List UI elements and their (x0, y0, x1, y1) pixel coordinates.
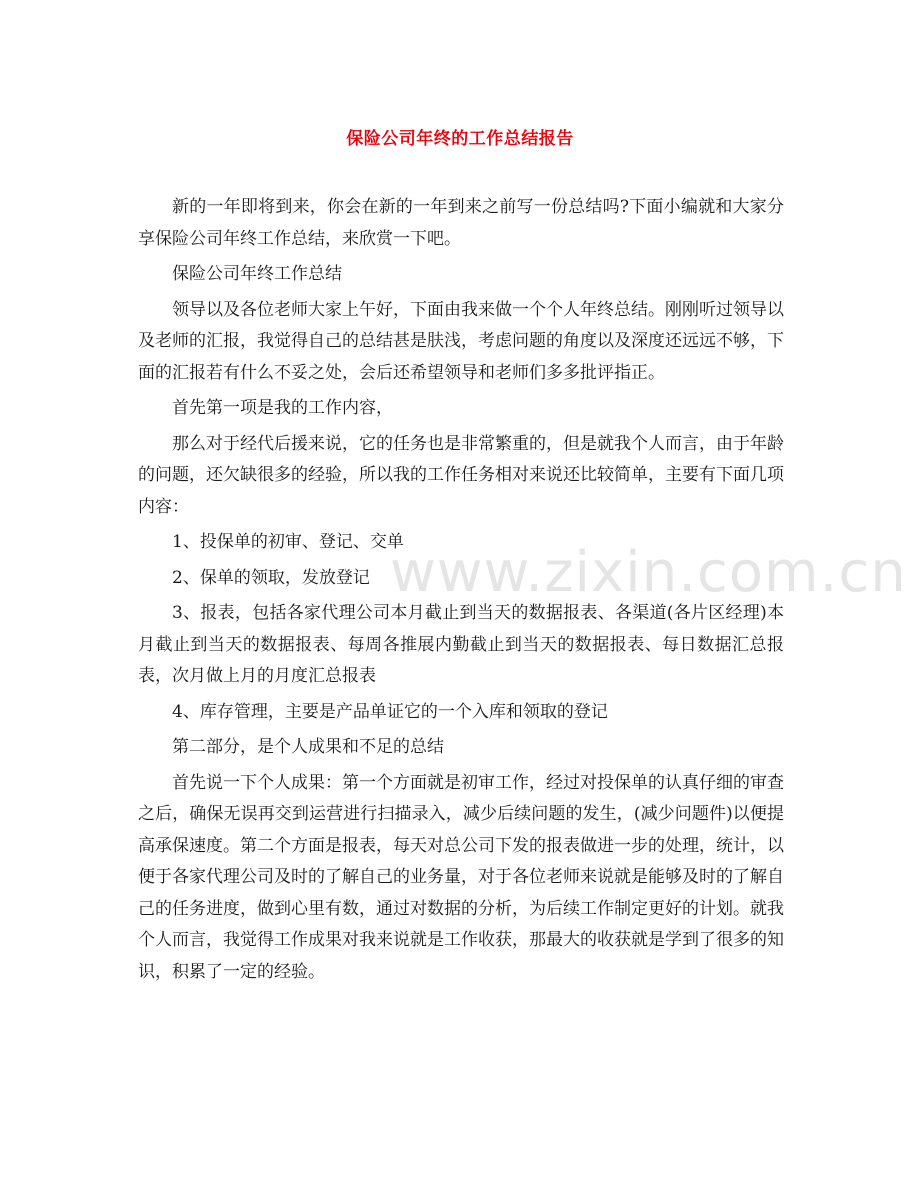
paragraph-work-content: 那么对于经代后援来说，它的任务也是非常繁重的，但是就我个人而言，由于年龄的问题，还欠缺很多的经验，所以我的工作任务相对来说还比较简单，主要有下面几项内容： (138, 433, 784, 517)
list-item-4: 4、库存管理，主要是产品单证它的一个入库和领取的登记 (172, 701, 608, 722)
document-title: 保险公司年终的工作总结报告 (346, 129, 574, 149)
paragraph-greeting: 领导以及各位老师大家上午好，下面由我来做一个个人年终总结。刚刚听过领导以及老师的汇报，我觉得自己的总结甚是肤浅，考虑问题的角度以及深度还远远不够，下面的汇报若有什么不妥之处，会后还希望领导和老师们多多批评指正。 (138, 299, 784, 383)
paragraph-achievements: 首先说一下个人成果：第一个方面就是初审工作，经过对投保单的认真仔细的审查之后，确保无误再交到运营进行扫描录入，减少后续问题的发生，(减少问题件)以便提高承保速度。第二个方面是报表，每天对总公司下发的报表做进一步的处理，统计，以便于各家代理公司及时的了解自己的业务量，对于各位老师来说就是能够及时的了解自己的任务进度，做到心里有数，通过对数据的分析，为后续工作制定更好的计划。就我个人而言，我觉得工作成果对我来说就是工作收获，那最大的收获就是学到了很多的知识，积累了一定的经验。 (138, 772, 784, 982)
paragraph-work-content-heading: 首先第一项是我的工作内容， (172, 398, 393, 418)
list-item-1: 1、投保单的初审、登记、交单 (172, 532, 404, 552)
watermark: www.zixin.com.cn (390, 540, 907, 605)
list-item-2: 2、保单的领取，发放登记 (172, 567, 370, 588)
list-item-3: 3、报表，包括各家代理公司本月截止到当天的数据报表、各渠道(各片区经理)本月截止到当天的数据报表、每周各推展内勤截止到当天的数据报表、每日数据汇总报表，次月做上月的月度汇总报表 (138, 603, 784, 686)
paragraph-part-two-heading: 第二部分，是个人成果和不足的总结 (172, 737, 444, 757)
document-body (138, 192, 784, 992)
paragraph-subtitle: 保险公司年终工作总结 (172, 264, 342, 284)
paragraph-intro: 新的一年即将到来，你会在新的一年到来之前写一份总结吗?下面小编就和大家分享保险公司年终工作总结，来欣赏一下吧。 (138, 197, 784, 249)
